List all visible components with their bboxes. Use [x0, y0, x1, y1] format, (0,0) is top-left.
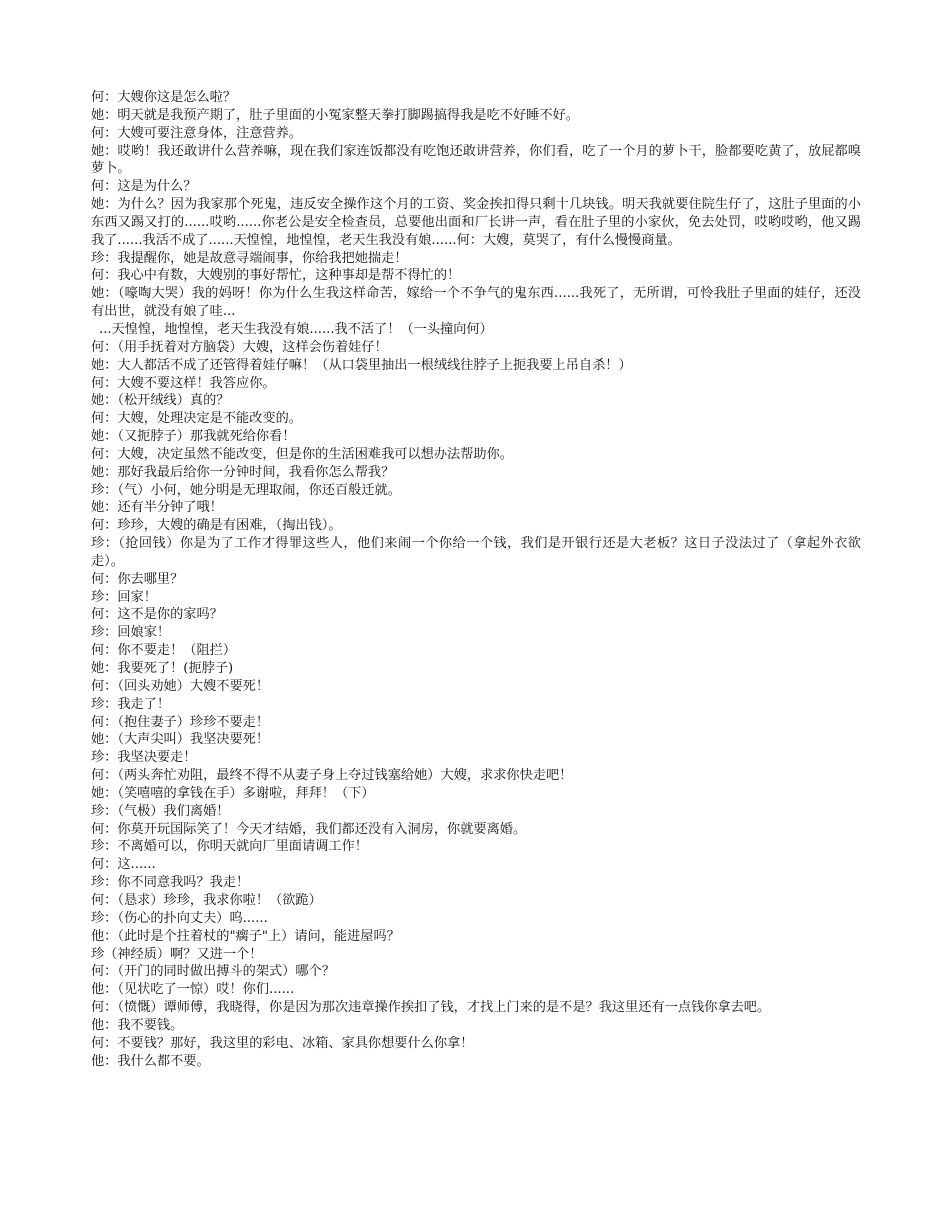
dialogue-line: 她：明天就是我预产期了，肚子里面的小冤家整天拳打脚踢搞得我是吃不好睡不好。 — [91, 107, 579, 123]
dialogue-line: 珍：我提醒你，她是故意寻端闹事，你给我把她揣走！ — [91, 250, 408, 266]
dialogue-line: 何：大嫂，决定虽然不能改变，但是你的生活困难我可以想办法帮助你。 — [91, 446, 513, 462]
dialogue-line: 何：大嫂，处理决定是不能改变的。 — [91, 411, 302, 427]
dialogue-line: 何：你莫开玩国际笑了！今天才结婚，我们都还没有入洞房，你就要离婚。 — [91, 821, 527, 837]
dialogue-line: 她：哎哟！我还敢讲什么营养嘛，现在我们家连饭都没有吃饱还敢讲营养，你们看，吃了一个月的萝卜干，脸都要吃黄了，放屁都嗅萝卜。 — [91, 143, 861, 177]
dialogue-line: 她：还有半分钟了哦！ — [91, 500, 223, 516]
dialogue-line: 何：这是为什么？ — [91, 179, 197, 195]
dialogue-line: 他：（此时是个拄着杖的"瘸子"上）请问，能进屋吗？ — [91, 928, 400, 944]
dialogue-line: 何：大嫂你这是怎么啦？ — [91, 90, 237, 105]
dialogue-line: 珍：不离婚可以，你明天就向厂里面请调工作！ — [91, 839, 368, 855]
dialogue-line: 他：我什么都不要。 — [91, 1053, 210, 1069]
dialogue-line: ...天惶惶，地惶惶，老天生我没有娘......我不活了！（一头撞向何） — [99, 321, 493, 337]
dialogue-line: 何：（抱住妻子）珍珍不要走！ — [91, 714, 270, 730]
dialogue-line: 珍：回家！ — [91, 589, 157, 605]
dialogue-line: 她：（笑嘻嘻的拿钱在手）多谢啦，拜拜！（下） — [91, 785, 375, 801]
dialogue-line: 珍：（气）小何，她分明是无理取闹，你还百般迁就。 — [91, 482, 401, 498]
script-page — [91, 89, 861, 1070]
dialogue-line: 何：（愤慨）谭师傅，我晓得，你是因为那次违章操作挨扣了钱，才找上门来的是不是？我这里还有一点钱你拿去吧。 — [91, 1000, 771, 1016]
dialogue-line: 何：（开门的同时做出搏斗的架式）哪个？ — [91, 964, 335, 980]
dialogue-line: 珍：回娘家！ — [91, 625, 171, 641]
dialogue-line: 珍：我坚决要走！ — [91, 750, 197, 766]
dialogue-line: 何：不要钱？那好，我这里的彩电、冰箱、家具你想要什么你拿！ — [91, 1035, 474, 1051]
dialogue-line: 何：（恳求）珍珍，我求你啦！（欲跪） — [91, 892, 322, 908]
dialogue-line: 他：（见状吃了一惊）哎！你们...... — [91, 982, 295, 998]
dialogue-line: 何：（用手抚着对方脑袋）大嫂，这样会伤着娃仔！ — [91, 339, 388, 355]
dialogue-line: 何：（两头奔忙劝阻，最终不得不从妻子身上夺过钱塞给她）大嫂，求求你快走吧！ — [91, 768, 573, 784]
dialogue-line: 何：大嫂不要这样！我答应你。 — [91, 375, 276, 391]
dialogue-line: 她：那好我最后给你一分钟时间，我看你怎么帮我？ — [91, 464, 395, 480]
dialogue-line: 她：（又扼脖子）那我就死给你看！ — [91, 429, 296, 445]
dialogue-line: 何：你去哪里？ — [91, 571, 184, 587]
dialogue-line: 何：珍珍，大嫂的确是有困难，（掏出钱）。 — [91, 518, 342, 534]
dialogue-line: 她：（松开绒线）真的？ — [91, 393, 230, 409]
dialogue-line: 她：为什么？因为我家那个死鬼，违反安全操作这个月的工资、奖金挨扣得只剩十几块钱。明天我就要住院生仔了，这肚子里面的小东西又踢又打的......哎哟......你老公是安全检查员，总要他出面和厂长讲一声，看在肚子里的小家伙，免去处罚，哎哟哎哟，他又踢我了......我活不成了......天惶惶，地惶惶，老天生我没有娘......何：大嫂，莫哭了，有什么慢慢商量。 — [91, 197, 861, 248]
dialogue-line: 珍：（气极）我们离婚！ — [91, 803, 230, 819]
dialogue-line: 何：你不要走！（阻拦） — [91, 643, 237, 659]
dialogue-line: 珍：我走了！ — [91, 696, 171, 712]
dialogue-line: 何：我心中有数，大嫂别的事好帮忙，这种事却是帮不得忙的！ — [91, 268, 461, 284]
dialogue-line: 何：大嫂可要注意身体，注意营养。 — [91, 125, 302, 141]
dialogue-line: 他：我不要钱。 — [91, 1017, 184, 1033]
dialogue-line: 珍：你不同意我吗？我走！ — [91, 875, 250, 891]
dialogue-line: 珍（神经质）啊？又进一个！ — [91, 946, 263, 962]
dialogue-line: 何：这不是你的家吗？ — [91, 607, 223, 623]
dialogue-line: 珍：（抢回钱）你是为了工作才得罪这些人，他们来闹一个你给一个钱，我们是开银行还是大老板？这日子没法过了（拿起外衣欲走）。 — [91, 536, 861, 569]
dialogue-line: 她：大人都活不成了还管得着娃仔嘛！（从口袋里抽出一根绒线往脖子上扼我要上吊自杀！） — [91, 357, 632, 373]
dialogue-line: 她：我要死了！(扼脖子) — [91, 661, 234, 676]
dialogue-line: 她：（嚎啕大哭）我的妈呀！你为什么生我这样命苦，嫁给一个不争气的鬼东西......我死了，无所谓，可怜我肚子里面的娃仔，还没有出世，就没有娘了哇... — [91, 286, 861, 320]
dialogue-line: 何：这...... — [91, 857, 156, 873]
dialogue-line: 她：（大声尖叫）我坚决要死！ — [91, 732, 270, 748]
dialogue-line: 珍：（伤心的扑向丈夫）呜...... — [91, 910, 268, 926]
dialogue-line: 何：（回头劝她）大嫂不要死！ — [91, 678, 270, 694]
